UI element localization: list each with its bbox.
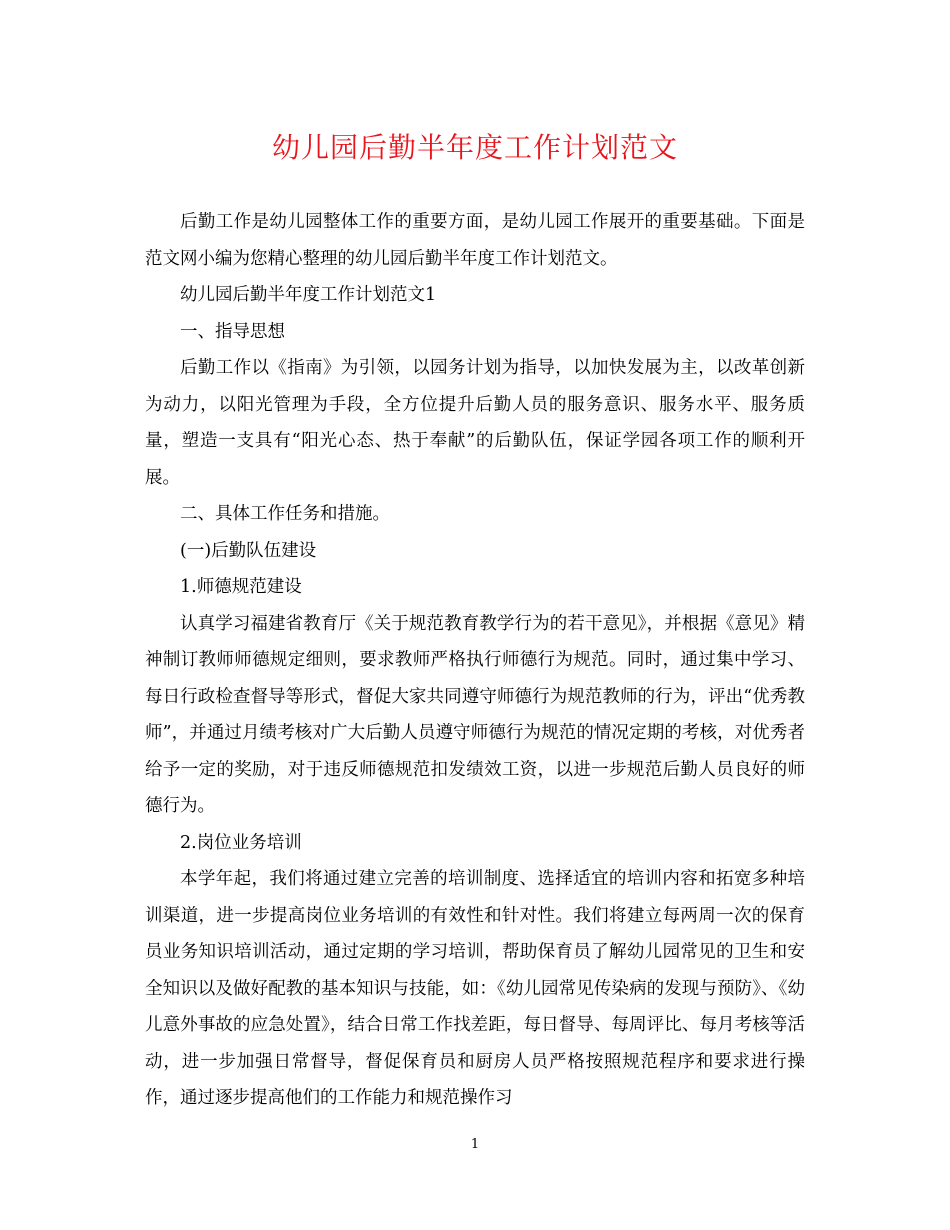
subsection-heading-training: 2.岗位业务培训	[180, 832, 302, 853]
section-heading-tasks-measures: 二、具体工作任务和措施。	[180, 504, 390, 524]
subsection-heading-ethics: 1.师德规范建设	[180, 577, 302, 597]
paragraph-ethics: 认真学习福建省教育厅《关于规范教育教学行为的若干意见》，并根据《意见》精神制订教师师德规定细则，要求教师严格执行师德行为规范。同时，通过集中学习、每日行政检查督导等形式，督促大家共同遵守师德行为规范教师的行为，评出“优秀教师”，并通过月绩考核对广大后勤人员遵守师德行为规范的情况定期的考核，对优秀者给予一定的奖励，对于违反师德规范扣发绩效工资，以进一步规范后勤人员良好的师德行为。	[145, 613, 805, 816]
page-number: 1	[470, 1137, 480, 1152]
paragraph-training: 本学年起，我们将通过建立完善的培训制度、选择适宜的培训内容和拓宽多种培训渠道，进一步提高岗位业务培训的有效性和针对性。我们将建立每两周一次的保育员业务知识培训活动，通过定期的学习培训，帮助保育员了解幼儿园常见的卫生和安全知识以及做好配教的基本知识与技能，如：《幼儿园常见传染病的发现与预防》、《幼儿意外事故的应急处置》，结合日常工作找差距，每日督导、每周评比、每月考核等活动，进一步加强日常督导，督促保育员和厨房人员严格按照规范程序和要求进行操作，通过逐步提高他们的工作能力和规范操作习	[145, 869, 805, 1108]
section-heading-sample-1: 幼儿园后勤半年度工作计划范文1	[180, 285, 437, 305]
section-heading-guiding-ideology: 一、指导思想	[180, 321, 285, 342]
document-body	[145, 204, 805, 1117]
paragraph-intro: 后勤工作是幼儿园整体工作的重要方面，是幼儿园工作展开的重要基础。下面是范文网小编为您精心整理的幼儿园后勤半年度工作计划范文。	[145, 212, 805, 269]
paragraph-guiding-ideology: 后勤工作以《指南》为引领，以园务计划为指导，以加快发展为主，以改革创新为动力，以阳光管理为手段，全方位提升后勤人员的服务意识、服务水平、服务质量，塑造一支具有“阳光心态、热于奉献”的后勤队伍，保证学园各项工作的顺利开展。	[145, 358, 805, 488]
subsection-heading-team-building: (一)后勤队伍建设	[180, 540, 317, 561]
document-title: 幼儿园后勤半年度工作计划范文	[271, 131, 678, 164]
